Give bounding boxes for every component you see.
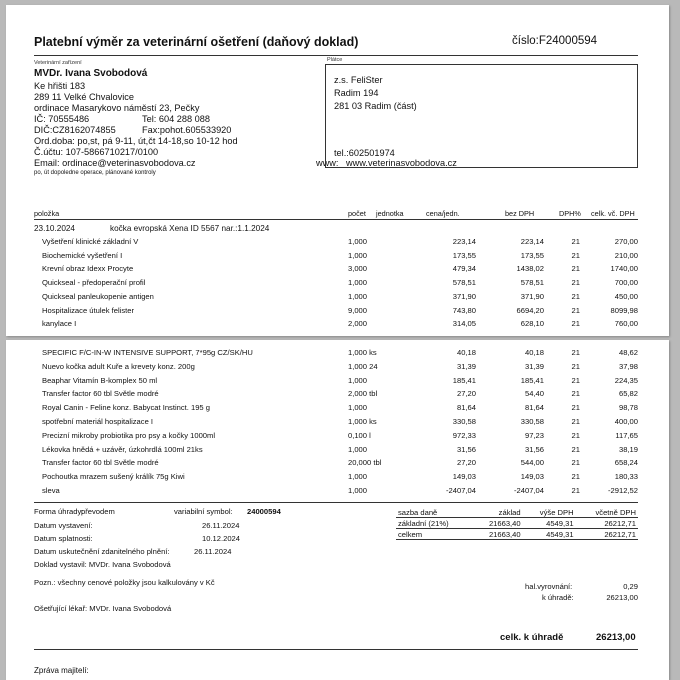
cell-total: 658,24	[614, 458, 638, 468]
grand-total-label: celk. k úhradě	[500, 632, 564, 643]
cell-total: 37,98	[618, 361, 638, 371]
cell-unit-price: 578,51	[452, 278, 476, 288]
vet-account: Č.účtu: 107-5866710217/0100	[34, 147, 159, 157]
cell-vat: 21	[571, 264, 580, 274]
cell-name: Quickseal - předoperační profil	[42, 278, 146, 288]
cell-net: 371,90	[520, 291, 544, 301]
cell-vat: 21	[571, 237, 580, 246]
cell-vat: 21	[571, 319, 580, 329]
cell-unit-price: 27,20	[456, 458, 476, 468]
payment-method: převodem	[81, 507, 115, 516]
summary-header: základ	[498, 507, 521, 517]
cell-name: Transfer factor 60 tbl Světle modré	[42, 458, 159, 468]
cell-net: 330,58	[520, 417, 544, 426]
cell-unit-price: 40,18	[456, 348, 476, 357]
cell-unit-price: 479,34	[452, 264, 476, 274]
cell-name: sleva	[42, 486, 60, 495]
cell-vat: 21	[571, 278, 580, 288]
vet-tel: Tel: 604 288 088	[142, 114, 210, 124]
cell-qty: 1,000	[348, 278, 368, 288]
cell-qty: 1,000	[348, 250, 368, 260]
currency-note: Pozn.: všechny cenové položky jsou kalkulovány v Kč	[34, 578, 215, 587]
cell-name: Transfer factor 60 tbl Světle modré	[42, 389, 159, 399]
cell-name: Quickseal panleukopenie antigen	[42, 291, 154, 301]
cell-net: 149,03	[520, 472, 544, 482]
cell-net: 544,00	[520, 458, 544, 468]
cell-unit-price: 371,90	[452, 291, 476, 301]
cell-total: 65,82	[618, 389, 638, 399]
invoice-title: Platební výměr za veterinární ošetření (daňový doklad)	[34, 35, 359, 49]
cell-net: 185,41	[520, 375, 544, 385]
cell-vat: 21	[571, 305, 580, 315]
vet-address-2: 289 11 Velké Chvalovice	[34, 92, 134, 102]
cell-total: 224,35	[614, 375, 638, 385]
cell-net: 223,14	[520, 237, 544, 246]
cell-unit-price: 149,03	[452, 472, 476, 482]
payment-method-label: Forma úhrady:	[34, 507, 84, 516]
summary-cell: celkem	[398, 529, 423, 539]
cell-vat: 21	[571, 430, 580, 440]
taxable-date: 26.11.2024	[194, 547, 232, 556]
cell-total: 760,00	[614, 319, 638, 329]
cell-net: -2407,04	[514, 486, 544, 495]
cell-total: 98,78	[618, 403, 638, 413]
cell-qty: 1,000	[348, 403, 368, 413]
summary-cell: 26212,71	[604, 518, 636, 528]
cell-total: 8099,98	[610, 305, 638, 315]
summary-cell: 21663,40	[488, 529, 521, 539]
rounding-value: 0,29	[623, 582, 638, 591]
owner-report-heading: Zpráva majitelí:	[34, 666, 89, 675]
cell-vat: 21	[571, 458, 580, 468]
summary-cell: 4549,31	[546, 529, 574, 539]
invoice-number: číslo:F24000594	[512, 35, 598, 47]
issued-label: Datum vystavení:	[34, 521, 93, 530]
cell-unit-price: 81,64	[456, 403, 476, 413]
col-unit-price: cena/jedn.	[426, 209, 460, 218]
cell-name: Nuevo kočka adult Kuře a krevety konz. 200g	[42, 361, 195, 371]
cell-qty: 3,000	[348, 264, 368, 274]
cell-net: 173,55	[520, 250, 544, 260]
vet-ic: IČ: 70555486	[34, 114, 90, 124]
cell-name: Lékovka hnědá + uzávěr, úzkohrdlá 100ml 21ks	[42, 444, 203, 454]
buyer-city: 281 03 Radim (část)	[334, 101, 417, 111]
col-total: celk. vč. DPH	[591, 209, 635, 218]
vet-label: Veterinární zařízení	[34, 60, 82, 66]
col-item: položka	[34, 209, 60, 218]
cell-total: 700,00	[614, 278, 638, 288]
cell-total: 117,65	[615, 430, 638, 440]
buyer-name: z.s. FeliSter	[334, 75, 383, 85]
invoice-page-1	[6, 5, 669, 336]
issued-by: Doklad vystavil: MVDr. Ivana Svobodová	[34, 560, 171, 569]
vet-fax: Fax:pohot.605533920	[142, 125, 232, 135]
due-label: Datum splatnosti:	[34, 534, 93, 543]
visit-patient: kočka evropská Xena ID 5567 nar.:1.1.2024	[110, 224, 270, 233]
due-date: 10.12.2024	[202, 534, 241, 543]
rounding-label: hal.vyrovnání:	[525, 582, 573, 591]
cell-total: 1740,00	[610, 264, 638, 274]
cell-name: SPECIFIC F/C-IN-W INTENSIVE SUPPORT, 7*95g CZ/SK/HU	[42, 348, 253, 357]
cell-qty: 1,000	[348, 375, 368, 385]
cell-unit-price: 972,33	[452, 430, 476, 440]
to-pay-value: 26213,00	[606, 593, 638, 602]
vet-note: po, út dopoledne operace, plánované kontroly	[34, 170, 156, 176]
vs-value: 24000594	[247, 507, 281, 516]
buyer-box	[325, 64, 638, 168]
summary-cell: 4549,31	[546, 518, 574, 528]
summary-cell: 21663,40	[488, 518, 521, 528]
summary-header-row	[396, 507, 638, 518]
cell-total: 180,33	[614, 472, 638, 482]
vet-address-1: Ke hřišti 183	[34, 81, 86, 91]
cell-qty: 2,000	[348, 319, 368, 329]
vet-dic: DIČ:CZ8162074855	[34, 125, 116, 135]
cell-total: 450,00	[614, 291, 638, 301]
cell-name: Vyšetření klinické základní V	[42, 237, 139, 246]
cell-unit-price: -2407,04	[446, 486, 476, 495]
visit-date: 23.10.2024	[34, 224, 75, 233]
summary-row	[396, 529, 638, 540]
web-link[interactable]: www.veterinasvobodova.cz	[346, 158, 457, 168]
cell-net: 578,51	[520, 278, 544, 288]
cell-vat: 21	[571, 375, 580, 385]
cell-vat: 21	[571, 250, 580, 260]
cell-net: 628,10	[520, 319, 544, 329]
buyer-label: Plátce	[327, 57, 343, 63]
cell-unit-price: 743,80	[452, 305, 476, 315]
cell-vat: 21	[571, 389, 580, 399]
cell-total: 48,62	[618, 348, 638, 357]
cell-qty: 1,000	[348, 444, 368, 454]
cell-qty: 1,000	[348, 486, 368, 495]
issued-date: 26.11.2024	[202, 521, 240, 530]
total-divider	[34, 649, 638, 650]
cell-vat: 21	[571, 291, 580, 301]
invoice-page-2	[6, 340, 669, 680]
cell-qty: 1,000	[348, 237, 368, 246]
cell-name: Pochoutka mrazem sušený králík 75g Kiwi	[42, 472, 185, 482]
to-pay-label: k úhradě:	[542, 593, 574, 602]
cell-unit-price: 173,55	[452, 250, 476, 260]
summary-cell: základní (21%)	[398, 518, 449, 528]
cell-vat: 21	[571, 348, 580, 357]
cell-unit-price: 330,58	[452, 417, 476, 426]
cell-name: spotřební materiál hospitalizace I	[42, 417, 154, 426]
cell-vat: 21	[571, 486, 580, 495]
cell-unit-price: 185,41	[452, 375, 476, 385]
vs-label: variabilní symbol:	[174, 507, 233, 516]
attending-doctor: Ošetřující lékař: MVDr. Ivana Svobodová	[34, 604, 172, 613]
cell-unit-price: 27,20	[456, 389, 476, 399]
vet-hours: Ord.doba: po,st, pá 9-11, út,čt 14-18,so 10-12 hod	[34, 136, 238, 146]
cell-name: Krevní obraz Idexx Procyte	[42, 264, 134, 274]
vet-email: Email: ordinace@veterinasvobodova.cz	[34, 158, 196, 168]
col-net: bez DPH	[505, 209, 535, 218]
vet-address-3: ordinace Masarykovo náměstí 23, Pečky	[34, 103, 200, 113]
vet-name: MVDr. Ivana Svobodová	[34, 68, 148, 79]
cell-total: 38,19	[618, 444, 638, 454]
cell-name: Precizní mikroby probiotika pro psy a kočky 1000ml	[42, 430, 216, 440]
items-end-divider	[34, 502, 638, 503]
cell-qty: 2,000 tbl	[348, 389, 378, 399]
cell-qty: 1,000	[348, 291, 368, 301]
cell-unit-price: 31,39	[456, 361, 476, 371]
table-header-divider	[34, 219, 638, 220]
col-qty: počet	[348, 209, 366, 218]
cell-qty: 1,000 ks	[348, 348, 377, 357]
cell-net: 6694,20	[516, 305, 544, 315]
taxable-label: Datum uskutečnění zdanitelného plnění:	[34, 547, 170, 556]
cell-qty: 1,000 ks	[348, 417, 377, 426]
buyer-street: Radim 194	[334, 88, 379, 98]
cell-name: Biochemické vyšetření I	[42, 250, 123, 260]
col-unit: jednotka	[376, 209, 404, 218]
col-vat: DPH%	[559, 209, 581, 218]
cell-qty: 20,000 tbl	[348, 458, 382, 468]
summary-header: výše DPH	[539, 507, 574, 517]
cell-name: Beaphar Vitamín B-komplex 50 ml	[42, 375, 158, 385]
cell-net: 81,64	[524, 403, 544, 413]
summary-cell: 26212,71	[604, 529, 636, 539]
cell-unit-price: 314,05	[452, 319, 476, 329]
cell-vat: 21	[571, 403, 580, 413]
cell-total: -2912,52	[608, 486, 638, 495]
buyer-tel: tel.:602501974	[334, 148, 395, 158]
cell-qty: 1,000	[348, 472, 368, 482]
cell-vat: 21	[571, 472, 580, 482]
cell-name: Royal Canin - Feline konz. Babycat Instinct. 195 g	[42, 403, 210, 413]
cell-net: 31,39	[524, 361, 544, 371]
cell-total: 400,00	[614, 417, 638, 426]
cell-net: 97,23	[524, 430, 544, 440]
header-divider	[34, 55, 638, 56]
cell-total: 210,00	[614, 250, 638, 260]
cell-net: 40,18	[524, 348, 544, 357]
grand-total-value: 26213,00	[596, 632, 636, 643]
cell-net: 54,40	[524, 389, 544, 399]
cell-qty: 9,000	[348, 305, 368, 315]
web-label: www:	[316, 158, 339, 168]
cell-net: 1438,02	[516, 264, 544, 274]
cell-vat: 21	[571, 444, 580, 454]
summary-header: sazba daně	[398, 507, 438, 517]
vat-summary-table	[396, 507, 638, 540]
cell-vat: 21	[571, 361, 580, 371]
cell-name: Hospitalizace útulek felister	[42, 305, 135, 315]
cell-unit-price: 31,56	[456, 444, 476, 454]
cell-total: 270,00	[614, 237, 638, 246]
summary-header: včetně DPH	[595, 507, 636, 517]
cell-qty: 1,000 24	[348, 361, 378, 371]
summary-row	[396, 518, 638, 529]
cell-net: 31,56	[524, 444, 544, 454]
cell-qty: 0,100 l	[348, 430, 371, 440]
cell-unit-price: 223,14	[452, 237, 476, 246]
cell-vat: 21	[571, 417, 580, 426]
cell-name: kanylace I	[42, 319, 77, 329]
